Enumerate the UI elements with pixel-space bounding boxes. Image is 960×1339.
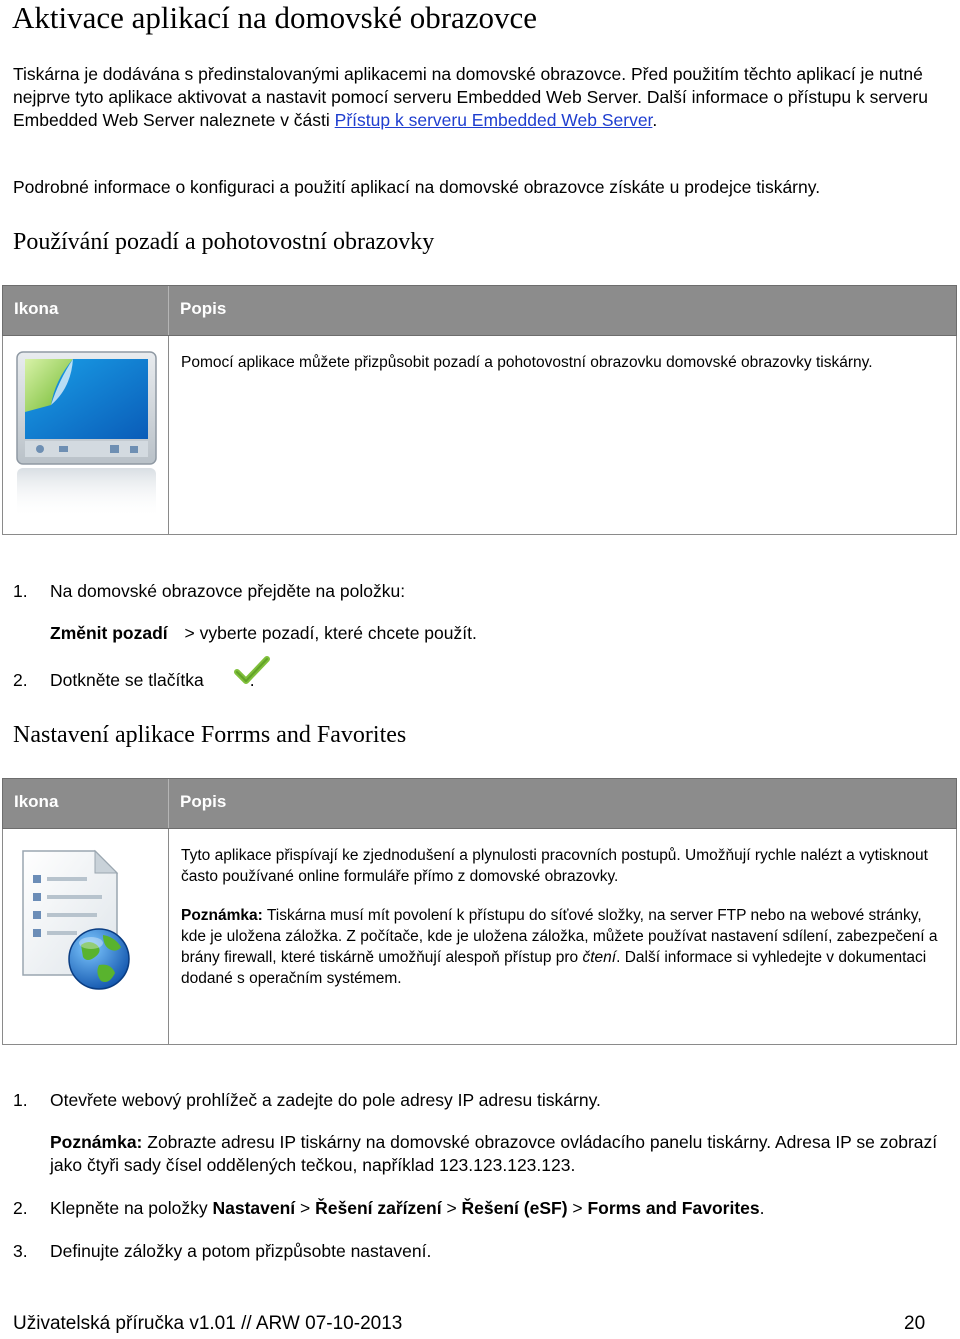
intro-paragraph: Tiskárna je dodávána s předinstalovanými aplikacemi na domovské obrazovce. Před použitím těchto aplikací je nutné nejprve tyto aplikace aktivovat a nastavit pomocí serveru Embedded Web Server. Další informace o přístupu k serveru Embedded Web Server naleznete v části Přístup k serveru Embedded Web Server. (13, 64, 928, 130)
intro-text: Tiskárna je dodávána s předinstalovanými aplikacemi na domovské obrazovce. Před použitím těchto aplikací je nutné nejprve tyto aplikace aktivovat a nastavit pomocí serveru Embedded Web Server. Další informace o přístupu k serveru Embedded Web Server naleznete v části (13, 64, 928, 130)
table-row (2, 336, 957, 535)
substep-path: Změnit pozadí > vyberte pozadí, které chcete použít. (50, 623, 477, 643)
table-header (2, 778, 957, 829)
description-text: Pomocí aplikace můžete přizpůsobit pozadí a pohotovostní obrazovku domovské obrazovky tiskárny. (181, 354, 873, 371)
table-row (2, 829, 957, 1045)
change-background-label: Změnit pozadí (50, 623, 168, 643)
column-header-description: Popis (180, 792, 227, 811)
menu-path-settings: Nastavení (212, 1198, 296, 1218)
intro-paragraph-2: Podrobné informace o konfiguraci a použití aplikací na domovské obrazovce získáte u prodejce tiskárny. (13, 177, 821, 197)
menu-path-esf: Řešení (eSF) (461, 1198, 568, 1218)
menu-path-device-solutions: Řešení zařízení (315, 1198, 442, 1218)
section-heading-forms: Nastavení aplikace Forrms and Favorites (13, 722, 407, 748)
forms-favorites-icon (13, 847, 143, 997)
note-text: Poznámka: Tiskárna musí mít povolení k přístupu do síťové složky, na server FTP nebo na webové stránky, kde je uložena záložka. Z počítače, kde je uložena záložka, můžete používat nastavení sdílení, zabezpečení a brány firewall, které tiskárně umožňují alespoň přístup pro čtení. Další informace si vyhledejte v dokumentaci dodané s operačním systémem. (181, 907, 938, 987)
column-header-icon: Ikona (14, 792, 59, 811)
column-header-icon: Ikona (14, 299, 59, 318)
footer-doc-info: Uživatelská příručka v1.01 // ARW 07-10-2013 (13, 1313, 403, 1334)
checkmark-icon (234, 655, 270, 687)
step-note: Poznámka: Zobrazte adresu IP tiskárny na domovské obrazovce ovládacího panelu tiskárny. Adresa IP se zobrazí jako čtyři sady čísel oddělených tečkou, například 123.123.123.123. (50, 1132, 938, 1175)
page-title: Aktivace aplikací na domovské obrazovce (12, 0, 538, 35)
description-text: Tyto aplikace přispívají ke zjednodušení a plynulosti pracovních postupů. Umožňují rychle nalézt a vytisknout často používané online formuláře přímo z domovské obrazovky. (181, 847, 928, 885)
ews-access-link[interactable]: Přístup k serveru Embedded Web Server (334, 110, 653, 130)
column-header-description: Popis (180, 299, 227, 318)
section-heading-background: Používání pozadí a pohotovostní obrazovky (13, 229, 435, 255)
background-app-icon (15, 350, 158, 522)
page-number: 20 (904, 1313, 926, 1334)
menu-path-forms-favorites: Forms and Favorites (587, 1198, 760, 1218)
table-header (2, 285, 957, 336)
